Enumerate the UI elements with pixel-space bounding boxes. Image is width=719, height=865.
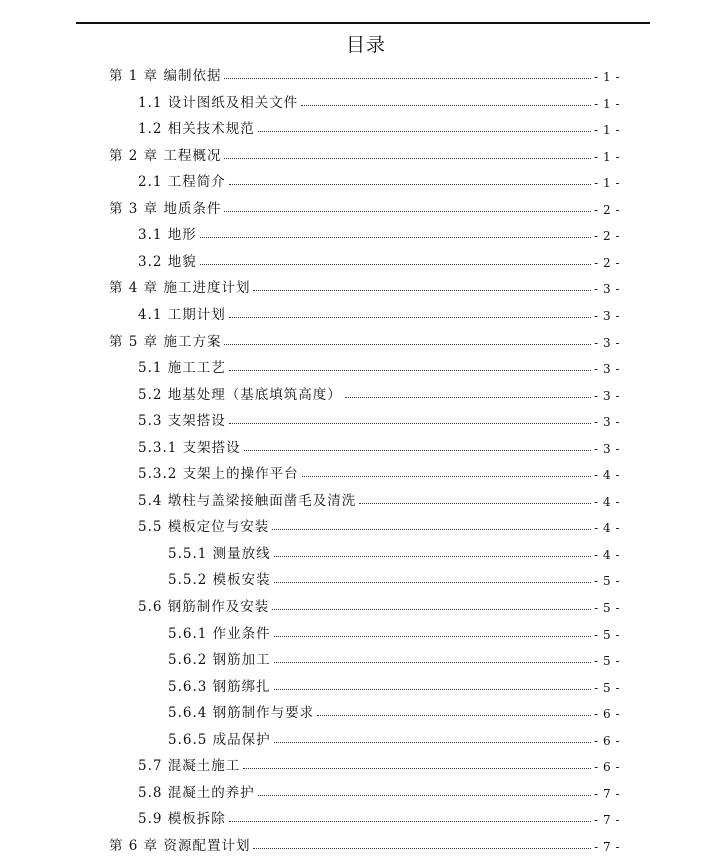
toc-entry-label: 5.1 施工工艺 bbox=[138, 360, 226, 377]
toc-entry[interactable] bbox=[168, 724, 620, 748]
toc-entry[interactable] bbox=[168, 564, 620, 588]
toc-entry-label: 5.5.1 测量放线 bbox=[168, 545, 271, 562]
toc-entry-label: 3.2 地貌 bbox=[138, 253, 197, 270]
toc-entry-page-number: - 7 - bbox=[594, 839, 620, 854]
dot-leader bbox=[244, 450, 591, 451]
toc-entry[interactable] bbox=[109, 60, 620, 84]
dot-leader bbox=[224, 344, 591, 345]
toc-entry-page-number: - 3 - bbox=[594, 308, 620, 323]
toc-entry-label: 5.6.2 钢筋加工 bbox=[168, 652, 271, 669]
dot-leader bbox=[224, 211, 591, 212]
toc-entry[interactable] bbox=[138, 511, 620, 535]
header-rule bbox=[76, 22, 650, 24]
toc-entry-label: 5.4 墩柱与盖梁接触面凿毛及清洗 bbox=[138, 492, 357, 509]
toc-entry-label: 5.6.4 钢筋制作与要求 bbox=[168, 705, 315, 722]
toc-entry-page-number: - 4 - bbox=[594, 494, 620, 509]
dot-leader bbox=[200, 237, 591, 238]
toc-entry-label: 5.9 模板拆除 bbox=[138, 811, 226, 828]
dot-leader bbox=[274, 636, 591, 637]
toc-entry[interactable] bbox=[138, 379, 620, 403]
toc-entry-page-number: - 5 - bbox=[594, 654, 620, 669]
dot-leader bbox=[274, 742, 591, 743]
toc-entry-page-number: - 1 - bbox=[594, 149, 620, 164]
toc-entry-page-number: - 4 - bbox=[594, 521, 620, 536]
toc-entry[interactable] bbox=[138, 113, 620, 137]
toc-entry-label: 5.2 地基处理（基底填筑高度） bbox=[138, 386, 342, 403]
toc-entry[interactable] bbox=[109, 272, 620, 296]
dot-leader bbox=[229, 370, 591, 371]
toc-entry[interactable] bbox=[168, 671, 620, 695]
toc-entry-page-number: - 2 - bbox=[594, 255, 620, 270]
toc-entry-page-number: - 4 - bbox=[594, 547, 620, 562]
toc-entry[interactable] bbox=[138, 87, 620, 111]
toc-entry-page-number: - 5 - bbox=[594, 601, 620, 615]
toc-entry-page-number: - 1 - bbox=[594, 123, 620, 138]
toc-entry[interactable] bbox=[138, 591, 620, 615]
toc-entry-label: 第 4 章 施工进度计划 bbox=[109, 280, 251, 297]
dot-leader bbox=[224, 158, 591, 159]
toc-entry[interactable] bbox=[168, 697, 620, 721]
toc-entry-page-number: - 5 - bbox=[594, 680, 620, 695]
toc-entry[interactable] bbox=[168, 618, 620, 642]
toc-entry-label: 4.1 工期计划 bbox=[138, 306, 226, 323]
dot-leader bbox=[272, 529, 591, 530]
toc-entry-label: 5.6.3 钢筋绑扎 bbox=[168, 678, 271, 695]
toc-entry-page-number: - 6 - bbox=[594, 707, 620, 722]
toc-entry-page-number: - 3 - bbox=[594, 362, 620, 377]
dot-leader bbox=[253, 848, 591, 849]
toc-entry-page-number: - 1 - bbox=[594, 70, 620, 84]
toc-entry-label: 5.3 支架搭设 bbox=[138, 413, 226, 430]
toc-entry[interactable] bbox=[138, 299, 620, 323]
dot-leader bbox=[274, 662, 591, 663]
dot-leader bbox=[229, 821, 591, 822]
toc-entry-label: 5.5 模板定位与安装 bbox=[138, 519, 270, 536]
toc-entry-label: 5.5.2 模板安装 bbox=[168, 572, 271, 589]
toc-entry[interactable] bbox=[109, 140, 620, 164]
toc-entry[interactable] bbox=[138, 219, 620, 243]
toc-entry-page-number: - 3 - bbox=[594, 388, 620, 403]
toc-entry[interactable] bbox=[109, 193, 620, 217]
dot-leader bbox=[302, 476, 591, 477]
dot-leader bbox=[317, 715, 591, 716]
toc-entry-page-number: - 2 - bbox=[594, 202, 620, 217]
toc-entry[interactable] bbox=[109, 326, 620, 350]
toc-entry-label: 第 1 章 编制依据 bbox=[109, 68, 222, 84]
toc-entry-page-number: - 4 - bbox=[594, 468, 620, 483]
dot-leader bbox=[272, 609, 591, 610]
dot-leader bbox=[253, 290, 591, 291]
toc-entry-label: 第 5 章 施工方案 bbox=[109, 333, 222, 350]
toc-entry[interactable] bbox=[138, 405, 620, 429]
dot-leader bbox=[258, 795, 591, 796]
dot-leader bbox=[258, 131, 591, 132]
toc-entry-label: 2.1 工程简介 bbox=[138, 174, 226, 191]
toc-entry-page-number: - 3 - bbox=[594, 335, 620, 350]
toc-entry[interactable] bbox=[168, 644, 620, 668]
toc-entry-label: 3.1 地形 bbox=[138, 227, 197, 244]
dot-leader bbox=[224, 78, 591, 79]
dot-leader bbox=[345, 397, 591, 398]
toc-entry-label: 5.3.2 支架上的操作平台 bbox=[138, 466, 299, 483]
dot-leader bbox=[301, 105, 591, 106]
toc-entry-label: 1.2 相关技术规范 bbox=[138, 121, 255, 138]
toc-entry-page-number: - 6 - bbox=[594, 733, 620, 748]
toc-entry[interactable] bbox=[138, 458, 620, 482]
dot-leader bbox=[243, 768, 591, 769]
toc-entry[interactable] bbox=[138, 750, 620, 774]
toc-entry-label: 第 6 章 资源配置计划 bbox=[109, 837, 251, 854]
toc-entry-label: 5.8 混凝土的养护 bbox=[138, 784, 255, 801]
toc-entry-label: 5.6.1 作业条件 bbox=[168, 625, 271, 642]
toc-entry-page-number: - 7 - bbox=[594, 786, 620, 801]
toc-entry[interactable] bbox=[138, 485, 620, 509]
toc-entry-label: 5.3.1 支架搭设 bbox=[138, 439, 241, 456]
dot-leader bbox=[274, 556, 591, 557]
toc-entry-page-number: - 3 - bbox=[594, 415, 620, 430]
toc-entry-page-number: - 1 - bbox=[594, 96, 620, 111]
toc-entry-page-number: - 1 - bbox=[594, 176, 620, 191]
toc-entry-page-number: - 2 - bbox=[594, 229, 620, 244]
toc-entry[interactable] bbox=[138, 432, 620, 456]
toc-entry-label: 第 3 章 地质条件 bbox=[109, 200, 222, 217]
dot-leader bbox=[274, 689, 591, 690]
toc-entry-page-number: - 5 - bbox=[594, 574, 620, 589]
toc-entry-label: 5.6 钢筋制作及安装 bbox=[138, 599, 270, 615]
toc-entry[interactable] bbox=[168, 538, 620, 562]
toc-title: 目录 bbox=[345, 34, 386, 56]
toc-entry-label: 第 2 章 工程概况 bbox=[109, 147, 222, 164]
toc-entry-label: 5.6.5 成品保护 bbox=[168, 731, 271, 748]
toc-entry[interactable] bbox=[138, 352, 620, 376]
dot-leader bbox=[200, 264, 591, 265]
toc-entry-page-number: - 6 - bbox=[594, 760, 620, 775]
toc-entry[interactable] bbox=[138, 777, 620, 801]
toc-entry-page-number: - 3 - bbox=[594, 282, 620, 297]
toc-entry[interactable] bbox=[138, 166, 620, 190]
toc-entry[interactable] bbox=[138, 246, 620, 270]
dot-leader bbox=[359, 503, 591, 504]
dot-leader bbox=[229, 184, 591, 185]
toc-entry[interactable] bbox=[109, 830, 620, 854]
dot-leader bbox=[274, 582, 591, 583]
dot-leader bbox=[229, 317, 591, 318]
dot-leader bbox=[229, 423, 591, 424]
toc-entry-page-number: - 7 - bbox=[594, 813, 620, 828]
toc-entry-label: 1.1 设计图纸及相关文件 bbox=[138, 94, 299, 111]
toc-entry-page-number: - 3 - bbox=[594, 441, 620, 456]
toc-entry-label: 5.7 混凝土施工 bbox=[138, 758, 241, 775]
toc-entry[interactable] bbox=[138, 803, 620, 827]
toc-entry-page-number: - 5 - bbox=[594, 627, 620, 642]
